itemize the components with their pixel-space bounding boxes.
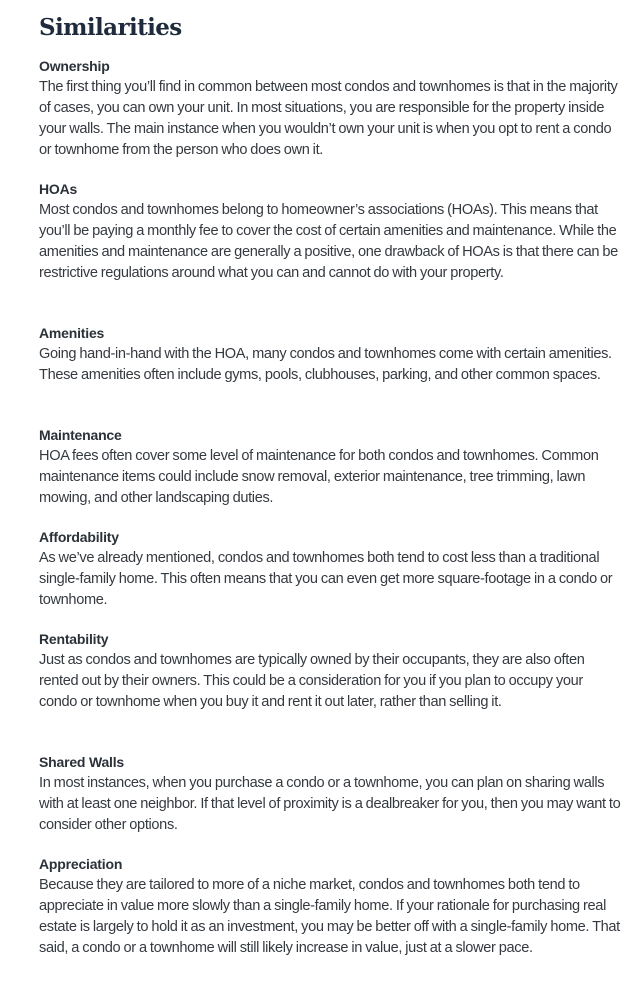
section-heading: Ownership (39, 58, 110, 74)
section-shared-walls (39, 752, 624, 836)
section-hoas (39, 179, 624, 284)
section-maintenance (39, 425, 624, 509)
section-affordability (39, 527, 624, 611)
section-body: The first thing you’ll find in common between most condos and townhomes is that in the majority of cases, you can own your unit. In most situations, you are responsible for the property inside your walls. The main instance when you wouldn’t own your unit is when you opt to rent a condo or townhome from the person who does own it. (39, 79, 618, 158)
section-body: HOA fees often cover some level of maintenance for both condos and townhomes. Common maintenance items could include snow removal, exterior maintenance, tree trimming, lawn mowing, and other landscaping duties. (39, 448, 599, 506)
section-body: Most condos and townhomes belong to homeowner’s associations (HOAs). This means that you’ll be paying a monthly fee to cover the cost of certain amenities and maintenance. While the amenities and maintenance are generally a positive, one drawback of HOAs is that there can be restrictive regulations around what you can and cannot do with your property. (39, 202, 618, 281)
section-heading: HOAs (39, 181, 78, 197)
section-heading: Rentability (39, 631, 109, 647)
section-ownership (39, 56, 624, 161)
section-body: In most instances, when you purchase a condo or a townhome, you can plan on sharing walls with at least one neighbor. If that level of proximity is a dealbreaker for you, then you may want to consider other options. (39, 775, 621, 833)
section-body: As we’ve already mentioned, condos and townhomes both tend to cost less than a traditional single-family home. This often means that you can even get more square-footage in a condo or townhome. (39, 550, 613, 608)
page-title: Similarities (39, 14, 182, 41)
section-body: Going hand-in-hand with the HOA, many condos and townhomes come with certain amenities. These amenities often include gyms, pools, clubhouses, parking, and other common spaces. (39, 346, 612, 383)
section-heading: Amenities (39, 325, 105, 341)
section-body: Because they are tailored to more of a niche market, condos and townhomes both tend to appreciate in value more slowly than a single-family home. If your rationale for purchasing real estate is largely to hold it as an investment, you may be better off with a single-family home. That said, a condo or a townhome will still likely increase in value, just at a slower pace. (39, 877, 620, 956)
section-heading: Affordability (39, 529, 119, 545)
section-rentability (39, 629, 624, 713)
section-heading: Shared Walls (39, 754, 124, 770)
section-amenities (39, 323, 624, 386)
section-body: Just as condos and townhomes are typically owned by their occupants, they are also often rented out by their owners. This could be a consideration for you if you plan to occupy your condo or townhome when you buy it and rent it out later, rather than selling it. (39, 652, 585, 710)
section-heading: Appreciation (39, 856, 123, 872)
section-appreciation (39, 854, 624, 959)
section-heading: Maintenance (39, 427, 122, 443)
